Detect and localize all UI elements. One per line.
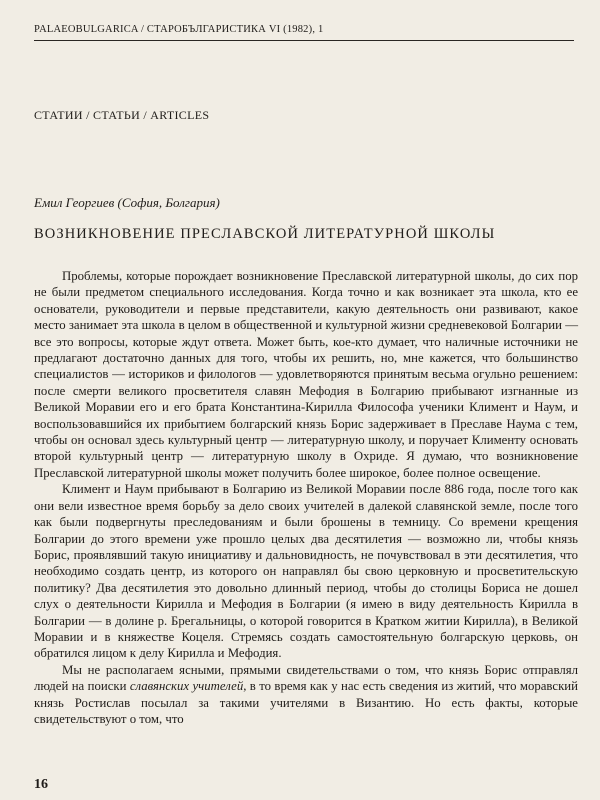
- header-rule: [34, 40, 574, 41]
- paragraph-3-italic: славянских учителей: [129, 679, 244, 694]
- paragraph-3-end: , в то время как у нас есть сведения из житий, что моравский князь Ростислав посылал за такими учителями в Византию. Но есть факты, которые свидетельствуют о том, что: [34, 679, 578, 726]
- page-number: 16: [34, 777, 48, 792]
- paragraph-3: [34, 662, 578, 728]
- author-line: Емил Георгиев (София, Болгария): [34, 195, 220, 210]
- paragraph-2: Климент и Наум прибывают в Болгарию из Великой Моравии после 886 года, после того как они вели известное время борьбу за дело своих учителей в далекой славянской земле, после того как были подвергнуты преследованиям и были брошены в темницу. Со времени крещения Болгарии до этого времени уже прошло целых два десятилетия — возможно ли, чтобы князь Борис, проявлявший такую инициативу и дальновидность, не почувствовал в эти десятилетия, что необходимо создать центр, из которого он направлял бы свою церковную и просветительскую политику? Два десятилетия это довольно длинный период, чтобы до столицы Бориса не дошел слух о деятельности Кирилла и Мефодия в Болгарии (я имею в виду деятельность Кирилла в Болгарии — в долине р. Брегальницы, о которой говорится в Кратком житии Кирилла), в Великой Моравии и в княжестве Коцеля. Стремясь создать самостоятельную болгарскую церковь, он обратился лицом к делу Кирилла и Мефодия.: [34, 482, 578, 661]
- paragraph-1: Проблемы, которые порождает возникновение Преславской литературной школы, до сих пор не были предметом специального исследования. Когда точно и как возникает эта школа, кто ее основатели, руководители и первые представители, какую деятельность они развивают, какое место занимает эта школа в целом в общественной и культурной жизни средневековой Болгарии — все это вопросы, которые ждут ответа. Может быть, кое-кто думает, что наличные источники не предлагают достаточно данных для того, чтобы их решить, но, мне кажется, что большинство специалистов — историков и филологов — удовлетворяются принятым весьма огульно решением: после смерти великого просветителя славян Мефодия в Болгарию прибывают изгнанные из Великой Моравии его и его брата Константина-Кирилла Философа ученики Климент и Наум, и воспользовавшийся их прибытием болгарский князь Борис задерживает в Преславе Наума с тем, чтобы он основал здесь культурный центр — литературную школу, и поручает Клименту основать второй культурный центр — литературную школу в Охриде. Я думаю, что возникновение Преславской литературной школы может получить более широкое, более полное освещение.: [34, 269, 578, 480]
- article-body: [34, 268, 578, 727]
- paragraph-3-start: Мы не располагаем ясными, прямыми свидетельствами о том, что князь Борис отправлял людей на поиски: [34, 662, 578, 694]
- running-head: PALAEOBULGARICA / СТАРОБЪЛГАРИСТИКА VI (1982), 1: [34, 24, 324, 35]
- article-title: ВОЗНИКНОВЕНИЕ ПРЕСЛАВСКОЙ ЛИТЕРАТУРНОЙ ШКОЛЫ: [34, 226, 496, 242]
- section-label: СТАТИИ / СТАТЬИ / ARTICLES: [34, 108, 210, 122]
